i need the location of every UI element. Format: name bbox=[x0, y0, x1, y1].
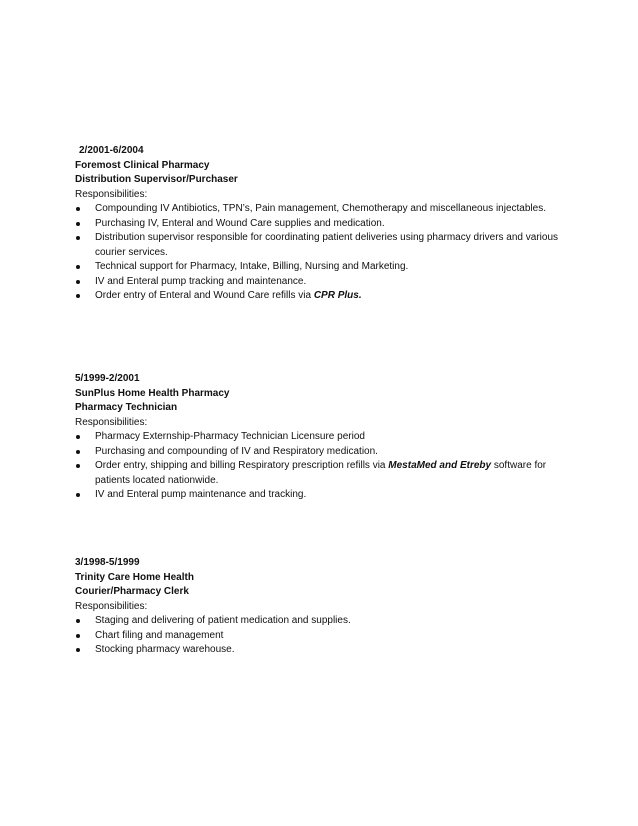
list-item-text: IV and Enteral pump tracking and maintenance. bbox=[95, 275, 307, 287]
list-item-text: Staging and delivering of patient medication and supplies. bbox=[95, 615, 351, 626]
job-entry-trinity bbox=[75, 556, 565, 658]
list-item-text: Order entry, shipping and billing Respiratory prescription refills via bbox=[95, 460, 389, 471]
list-item-text: Order entry of Enteral and Wound Care refills via bbox=[95, 290, 314, 301]
bullet-icon bbox=[76, 619, 80, 623]
bullet-icon bbox=[76, 236, 80, 240]
list-item bbox=[75, 445, 565, 460]
bullet-icon bbox=[76, 265, 80, 269]
job-title: Pharmacy Technician bbox=[75, 402, 178, 413]
bullet-icon bbox=[76, 634, 80, 638]
list-item-text: Compounding IV Antibiotics, TPN’s, Pain management, Chemotherapy and miscellaneous injectables. bbox=[95, 203, 546, 214]
bullet-icon bbox=[76, 207, 80, 211]
list-item bbox=[75, 643, 565, 658]
list-item-text: Stocking pharmacy warehouse. bbox=[95, 644, 235, 655]
list-item-text: Technical support for Pharmacy, Intake, Billing, Nursing and Marketing. bbox=[95, 261, 409, 272]
bullet-icon bbox=[76, 450, 80, 454]
software-name: MestaMed and Etreby bbox=[388, 460, 492, 471]
list-item bbox=[75, 275, 565, 290]
employer-name: SunPlus Home Health Pharmacy bbox=[75, 387, 230, 399]
bullet-icon bbox=[76, 493, 80, 497]
list-item bbox=[75, 459, 565, 488]
bullet-icon bbox=[76, 435, 80, 439]
list-item-text: Purchasing IV, Enteral and Wound Care supplies and medication. bbox=[95, 217, 385, 229]
list-item bbox=[75, 629, 565, 644]
job-entry-sunplus bbox=[75, 372, 565, 503]
responsibilities-label: Responsibilities: bbox=[75, 416, 148, 428]
job-dates: 5/1999-2/2001 bbox=[75, 373, 140, 384]
list-item bbox=[75, 202, 565, 217]
list-item bbox=[75, 289, 565, 304]
list-item bbox=[75, 430, 565, 445]
job-dates: 3/1998-5/1999 bbox=[75, 557, 140, 568]
bullet-icon bbox=[76, 280, 80, 284]
employer-name: Trinity Care Home Health bbox=[75, 571, 194, 583]
bullet-icon bbox=[76, 464, 80, 468]
list-item bbox=[75, 614, 565, 629]
list-item bbox=[75, 260, 565, 275]
list-item-text: Chart filing and management bbox=[95, 629, 224, 641]
list-item bbox=[75, 217, 565, 232]
job-entry-foremost bbox=[75, 144, 565, 304]
employer-name: Foremost Clinical Pharmacy bbox=[75, 159, 210, 171]
job-dates: 2/2001-6/2004 bbox=[79, 145, 144, 156]
bullet-icon bbox=[76, 648, 80, 652]
responsibilities-list bbox=[75, 202, 565, 304]
bullet-icon bbox=[76, 294, 80, 298]
responsibilities-label: Responsibilities: bbox=[75, 188, 148, 200]
responsibilities-label: Responsibilities: bbox=[75, 600, 148, 612]
list-item-text: Distribution supervisor responsible for coordinating patient deliveries using pharmacy drivers and various courier services. bbox=[95, 232, 559, 258]
job-title: Distribution Supervisor/Purchaser bbox=[75, 174, 238, 185]
software-name: CPR Plus. bbox=[313, 290, 362, 301]
bullet-icon bbox=[76, 222, 80, 226]
responsibilities-list bbox=[75, 614, 565, 658]
list-item-text: Purchasing and compounding of IV and Respiratory medication. bbox=[95, 445, 378, 457]
job-title: Courier/Pharmacy Clerk bbox=[75, 586, 189, 597]
list-item-text: Pharmacy Externship-Pharmacy Technician Licensure period bbox=[95, 431, 365, 442]
list-item bbox=[75, 231, 565, 260]
responsibilities-list bbox=[75, 430, 565, 503]
list-item-text: IV and Enteral pump maintenance and tracking. bbox=[95, 489, 307, 500]
list-item-text-after: software for patients located nationwide. bbox=[95, 460, 547, 486]
list-item bbox=[75, 488, 565, 503]
